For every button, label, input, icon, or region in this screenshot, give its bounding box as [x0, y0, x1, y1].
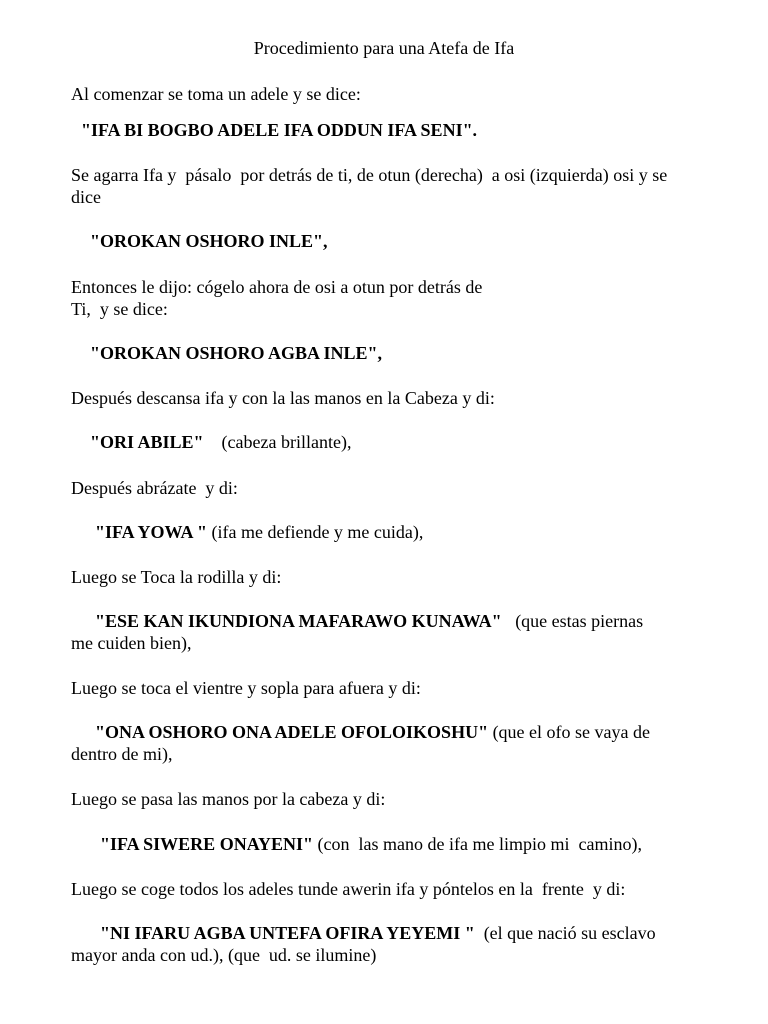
chant-ifa-yowa-note: (ifa me defiende y me cuida),: [211, 522, 424, 542]
chant-orokan-oshoro-agba-inle: "OROKAN OSHORO AGBA INLE",: [90, 343, 383, 363]
chant-ni-ifaru-note-line2: mayor anda con ud.), (que ud. se ilumine): [71, 945, 377, 965]
chant-ona-oshoro-row: [95, 721, 735, 743]
paragraph-rest-ifa: Después descansa ifa y con la las manos en la Cabeza y di:: [71, 388, 495, 408]
paragraph-osi-otun-line2: Ti, y se dice:: [71, 299, 168, 319]
paragraph-head: Luego se pasa las manos por la cabeza y di:: [71, 789, 386, 809]
paragraph-pass-ifa-line1: Se agarra Ifa y pásalo por detrás de ti, de otun (derecha) a osi (izquierda) osi y se: [71, 165, 668, 185]
chant-ese-kan-note-line2: me cuiden bien),: [71, 633, 192, 653]
paragraph-pass-ifa-line2: dice: [71, 187, 101, 207]
chant-ori-abile-note: (cabeza brillante),: [221, 432, 352, 452]
chant-ona-oshoro: "ONA OSHORO ONA ADELE OFOLOIKOSHU": [95, 722, 489, 742]
chant-ifa-yowa-row: [95, 521, 735, 543]
paragraph-embrace: Después abrázate y di:: [71, 478, 238, 498]
document-title: Procedimiento para una Atefa de Ifa: [253, 38, 515, 58]
chant-orokan-oshoro-inle: "OROKAN OSHORO INLE",: [90, 231, 328, 251]
chant-ifa-yowa: "IFA YOWA ": [95, 522, 207, 542]
chant-ni-ifaru: "NI IFARU AGBA UNTEFA OFIRA YEYEMI ": [100, 923, 475, 943]
chant-ifa-siwere-note: (con las mano de ifa me limpio mi camino),: [317, 834, 642, 854]
paragraph-belly: Luego se toca el vientre y sopla para afuera y di:: [71, 678, 421, 698]
chant-ese-kan-note: (que estas piernas: [515, 611, 644, 631]
chant-ona-oshoro-note: (que el ofo se vaya de: [492, 722, 650, 742]
chant-ifa-siwere-row: [100, 833, 740, 855]
paragraph-forehead: Luego se coge todos los adeles tunde awerin ifa y póntelos en la frente y di:: [71, 879, 626, 899]
chant-ese-kan-row: [95, 610, 735, 632]
chant-ori-abile-row: [90, 431, 730, 453]
chant-ori-abile: "ORI ABILE": [90, 432, 204, 452]
chant-ni-ifaru-row: [100, 922, 740, 944]
chant-ifa-bi-bogbo: "IFA BI BOGBO ADELE IFA ODDUN IFA SENI".: [81, 120, 478, 140]
chant-ona-oshoro-note-line2: dentro de mi),: [71, 744, 173, 764]
chant-ifa-siwere: "IFA SIWERE ONAYENI": [100, 834, 314, 854]
paragraph-osi-otun-line1: Entonces le dijo: cógelo ahora de osi a otun por detrás de: [71, 277, 483, 297]
chant-ni-ifaru-note: (el que nació su esclavo: [483, 923, 656, 943]
paragraph-intro: Al comenzar se toma un adele y se dice:: [71, 84, 361, 104]
paragraph-knee: Luego se Toca la rodilla y di:: [71, 567, 282, 587]
chant-ese-kan: "ESE KAN IKUNDIONA MAFARAWO KUNAWA": [95, 611, 502, 631]
